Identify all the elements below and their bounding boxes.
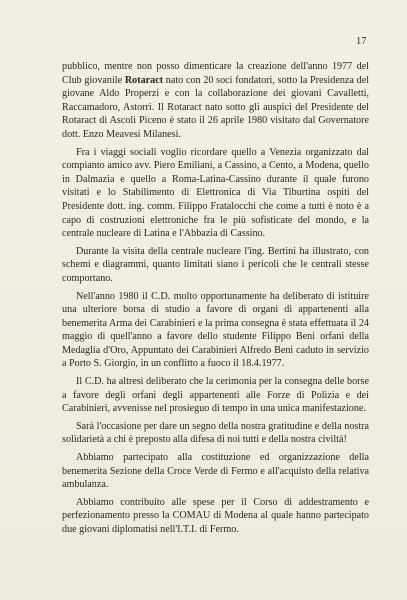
paragraph-1 bbox=[62, 60, 369, 142]
body-text bbox=[62, 60, 369, 541]
paragraph-2 bbox=[62, 146, 369, 241]
paragraph-8 bbox=[62, 496, 369, 537]
paragraph-4 bbox=[62, 290, 369, 372]
paragraph-text: Il C.D. ha altresì deliberato che la cerimonia per la consegna delle borse a favore degli orfani degli appartenenti alle Forze di Polizia e dei Carabinieri, avvenisse nel prosieguo di tempo in una unica manifestazione. bbox=[62, 376, 369, 415]
paragraph-text: Abbiamo partecipato alla costituzione ed organizzazione della benemerita Sezione della Croce Verde di Fermo e all'acquisto della relativa ambulanza. bbox=[62, 452, 369, 491]
paragraph-text: Abbiamo contribuito alle spese per il Corso di addestramento e perfezionamento presso la COMAU di Modena al quale hanno partecipato due giovani diplomatisi nell'I.T.I. di Fermo. bbox=[62, 496, 369, 535]
paragraph-3 bbox=[62, 245, 369, 286]
paragraph-6 bbox=[62, 420, 369, 447]
emphasized-text: Rotaract bbox=[124, 74, 164, 86]
paragraph-text: Durante la visita della centrale nucleare l'ing. Bertini ha illustrato, con schemi e diagrammi, quanto limitati siano i pericoli che le centrali stesse comportano. bbox=[62, 245, 369, 284]
paragraph-text: Fra i viaggi sociali voglio ricordare quello a Venezia organizzato dal compianto amico avv. Piero Emiliani, a Cassino, a Cento, a Modena, quello in Dalmazia e quello a Roma-Latina-Cassino durante il quale furono visitati e lo Stabilimento di Elettronica di Via Tiburtina ospiti del Presidente dott. ing. comm. Filippo Fratalocchi che come a tutti è noto è a capo di costruzioni elettroniche fra le più sofisticate del mondo, e la centrale nucleare di Latina e l'Abbazia di Cassino. bbox=[62, 146, 369, 240]
paragraph-7 bbox=[62, 451, 369, 492]
paragraph-5 bbox=[62, 375, 369, 416]
paragraph-text: nato con 20 soci fondatori, sotto la Presidenza del giovane Aldo Properzi e con la collaborazione dei giovani Cavalletti, Raccamadoro, Astorri. Il Rotaract nato sotto gli auspici del Presidente del Rotaract di Ascoli Piceno è stato il 26 aprile 1980 visitato dal Governatore dott. Enzo Meavesi Milanesi. bbox=[62, 74, 370, 140]
paragraph-text: Sarà l'occasione per dare un segno della nostra gratitudine e della nostra solidarietà a chi è preposto alla difesa di noi tutti e della nostra civiltà! bbox=[62, 420, 369, 446]
paragraph-text: Nell'anno 1980 il C.D. molto opportunamente ha deliberato di istituire una ulteriore borsa di studio a favore di organi di appartenenti alla benemerita Arma dei Carabinieri e la prima consegna è stata effettuata il 24 maggio di quell'anno a favore dello studente Filippo Beni orfani della Medaglia d'Oro, Appuntato dei Carabinieri Alfredo Beni caduto in servizio a Porto S. Giorgio, in un conflitto a fuoco il 18.4.1977. bbox=[62, 290, 369, 370]
paragraph-text: pubblico, mentre non posso dimenticare la creazione dell'anno 1977 del Club giovanile bbox=[62, 61, 369, 86]
page-number: 17 bbox=[356, 36, 367, 47]
